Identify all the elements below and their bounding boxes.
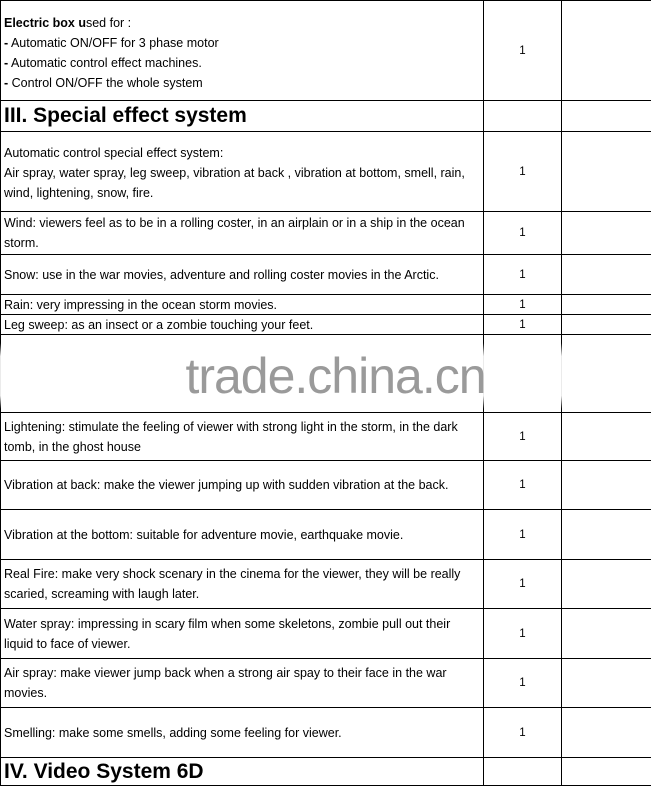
item-description: Leg sweep: as an insect or a zombie touching your feet. (1, 315, 484, 335)
empty-cell (562, 560, 651, 609)
item-description: Water spray: impressing in scary film when some skeletons, zombie pull out their liquid to face of viewer. (1, 609, 484, 659)
empty-cell (562, 609, 651, 659)
item-description (1, 1, 484, 101)
table-row (1, 255, 651, 295)
quantity-cell: 1 (484, 315, 562, 335)
bullet-item: - Automatic control effect machines. (4, 55, 202, 70)
table-row (1, 659, 651, 708)
quantity-cell: 1 (484, 295, 562, 315)
item-description: Vibration at back: make the viewer jumping up with sudden vibration at the back. (1, 461, 484, 510)
quantity-cell: 1 (484, 255, 562, 295)
quantity-cell: 1 (484, 609, 562, 659)
empty-cell (562, 212, 651, 255)
table-row (1, 212, 651, 255)
table-row (1, 510, 651, 560)
empty-cell (562, 315, 651, 335)
table-row (1, 461, 651, 510)
empty-cell (562, 758, 651, 786)
electric-box-heading: Electric box used for : (4, 15, 132, 30)
watermark-overlay (0, 343, 651, 409)
table-row (1, 560, 651, 609)
description-line: Air spray, water spray, leg sweep, vibration at back , vibration at bottom, smell, rain, wind, lightening, snow, fire. (4, 165, 465, 200)
quantity-cell: 1 (484, 212, 562, 255)
empty-cell (484, 101, 562, 132)
table-row (1, 132, 651, 212)
item-description: Smelling: make some smells, adding some feeling for viewer. (1, 708, 484, 758)
table-row (1, 708, 651, 758)
empty-cell (562, 132, 651, 212)
table-row (1, 609, 651, 659)
item-description: Rain: very impressing in the ocean storm movies. (1, 295, 484, 315)
item-description: Vibration at the bottom: suitable for adventure movie, earthquake movie. (1, 510, 484, 560)
empty-cell (562, 461, 651, 510)
empty-cell (484, 758, 562, 786)
section-row (1, 758, 651, 786)
section-title: III. Special effect system (1, 101, 484, 132)
empty-cell (562, 659, 651, 708)
table-row (1, 413, 651, 461)
item-description: Snow: use in the war movies, adventure and rolling coster movies in the Arctic. (1, 255, 484, 295)
quantity-cell: 1 (484, 1, 562, 101)
empty-cell (562, 101, 651, 132)
bullet-item: - Automatic ON/OFF for 3 phase motor (4, 35, 219, 50)
quantity-cell: 1 (484, 560, 562, 609)
watermark-text: trade.china.cn (185, 348, 486, 404)
empty-cell (562, 510, 651, 560)
quantity-cell: 1 (484, 510, 562, 560)
empty-cell (562, 1, 651, 101)
item-description (1, 132, 484, 212)
section-row (1, 101, 651, 132)
quantity-cell: 1 (484, 413, 562, 461)
item-description: Real Fire: make very shock scenary in the cinema for the viewer, they will be really scaried, screaming with laugh later. (1, 560, 484, 609)
empty-cell (562, 295, 651, 315)
item-description: Air spray: make viewer jump back when a strong air spay to their face in the war movies. (1, 659, 484, 708)
item-description: Lightening: stimulate the feeling of viewer with strong light in the storm, in the dark tomb, in the ghost house (1, 413, 484, 461)
description-line: Automatic control special effect system: (4, 145, 224, 160)
quantity-cell: 1 (484, 461, 562, 510)
quantity-cell: 1 (484, 708, 562, 758)
section-title: IV. Video System 6D (1, 758, 484, 786)
quantity-cell: 1 (484, 659, 562, 708)
table-row (1, 295, 651, 315)
item-description: Wind: viewers feel as to be in a rolling coster, in an airplain or in a ship in the ocean storm. (1, 212, 484, 255)
table-row (1, 1, 651, 101)
quantity-cell: 1 (484, 132, 562, 212)
empty-cell (562, 708, 651, 758)
bullet-item: - Control ON/OFF the whole system (4, 75, 203, 90)
empty-cell (562, 413, 651, 461)
empty-cell (562, 255, 651, 295)
table-row (1, 315, 651, 335)
